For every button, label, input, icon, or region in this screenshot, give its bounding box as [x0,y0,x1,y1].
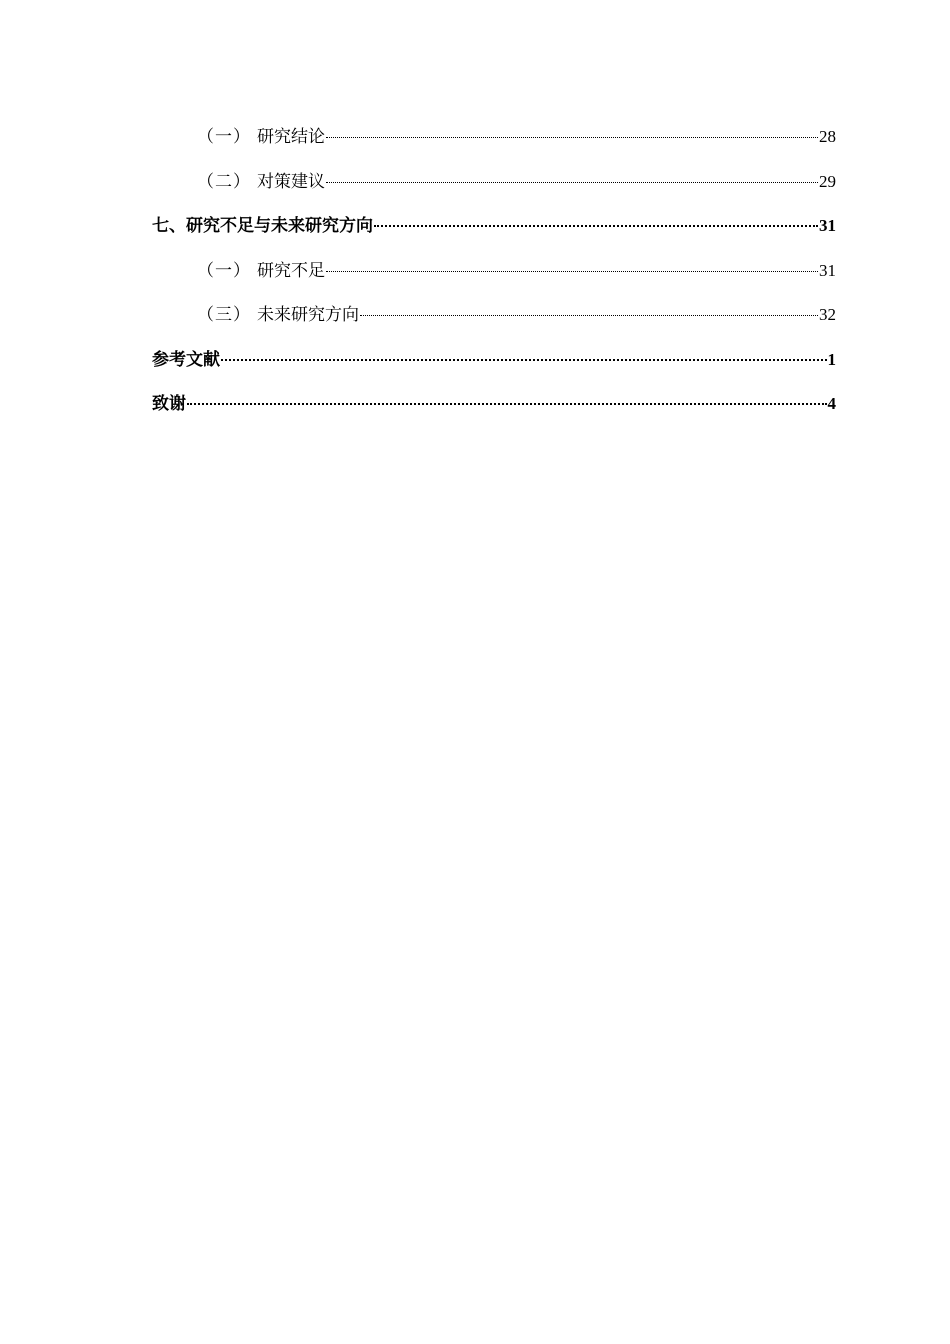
toc-entry-page-number: 4 [827,394,836,413]
toc-entry-number: （三） [197,305,251,325]
toc-entry-references[interactable] [152,345,836,390]
toc-entry-research-conclusion[interactable] [152,122,836,167]
toc-entry-page-number: 29 [819,171,836,191]
toc-entry-title: 研究结论 [257,127,325,147]
toc-dot-leader [326,180,818,183]
toc-entry-page-number: 31 [819,216,836,235]
toc-entry-title: 未来研究方向 [257,305,359,325]
toc-entry-policy-suggestions[interactable] [152,167,836,212]
toc-entry-number: （一） [197,127,251,147]
toc-entry-title: 研究不足 [257,260,325,281]
toc-dot-leader [360,313,818,316]
toc-entry-page-number: 28 [819,127,836,146]
toc-dot-leader [221,357,827,361]
toc-entry-page-number: 32 [819,305,836,324]
toc-entry-number: （一） [197,260,251,281]
toc-entry-title: 参考文献 [152,349,220,370]
toc-entry-page-number: 1 [827,349,836,369]
toc-entry-research-limitations[interactable] [152,256,836,301]
toc-entry-title: 对策建议 [257,171,325,192]
toc-dot-leader [187,401,827,405]
toc-dot-leader [326,269,818,272]
toc-entry-number: （二） [197,171,251,192]
toc-entry-title: 七、研究不足与未来研究方向 [152,216,373,236]
toc-entry-acknowledgements[interactable] [152,389,836,434]
table-of-contents [152,122,836,434]
toc-dot-leader [326,135,818,138]
toc-dot-leader [374,223,818,227]
toc-entry-title: 致谢 [152,394,186,414]
toc-entry-chapter-seven[interactable] [152,211,836,256]
toc-entry-page-number: 31 [819,260,836,280]
toc-entry-future-research[interactable] [152,300,836,345]
